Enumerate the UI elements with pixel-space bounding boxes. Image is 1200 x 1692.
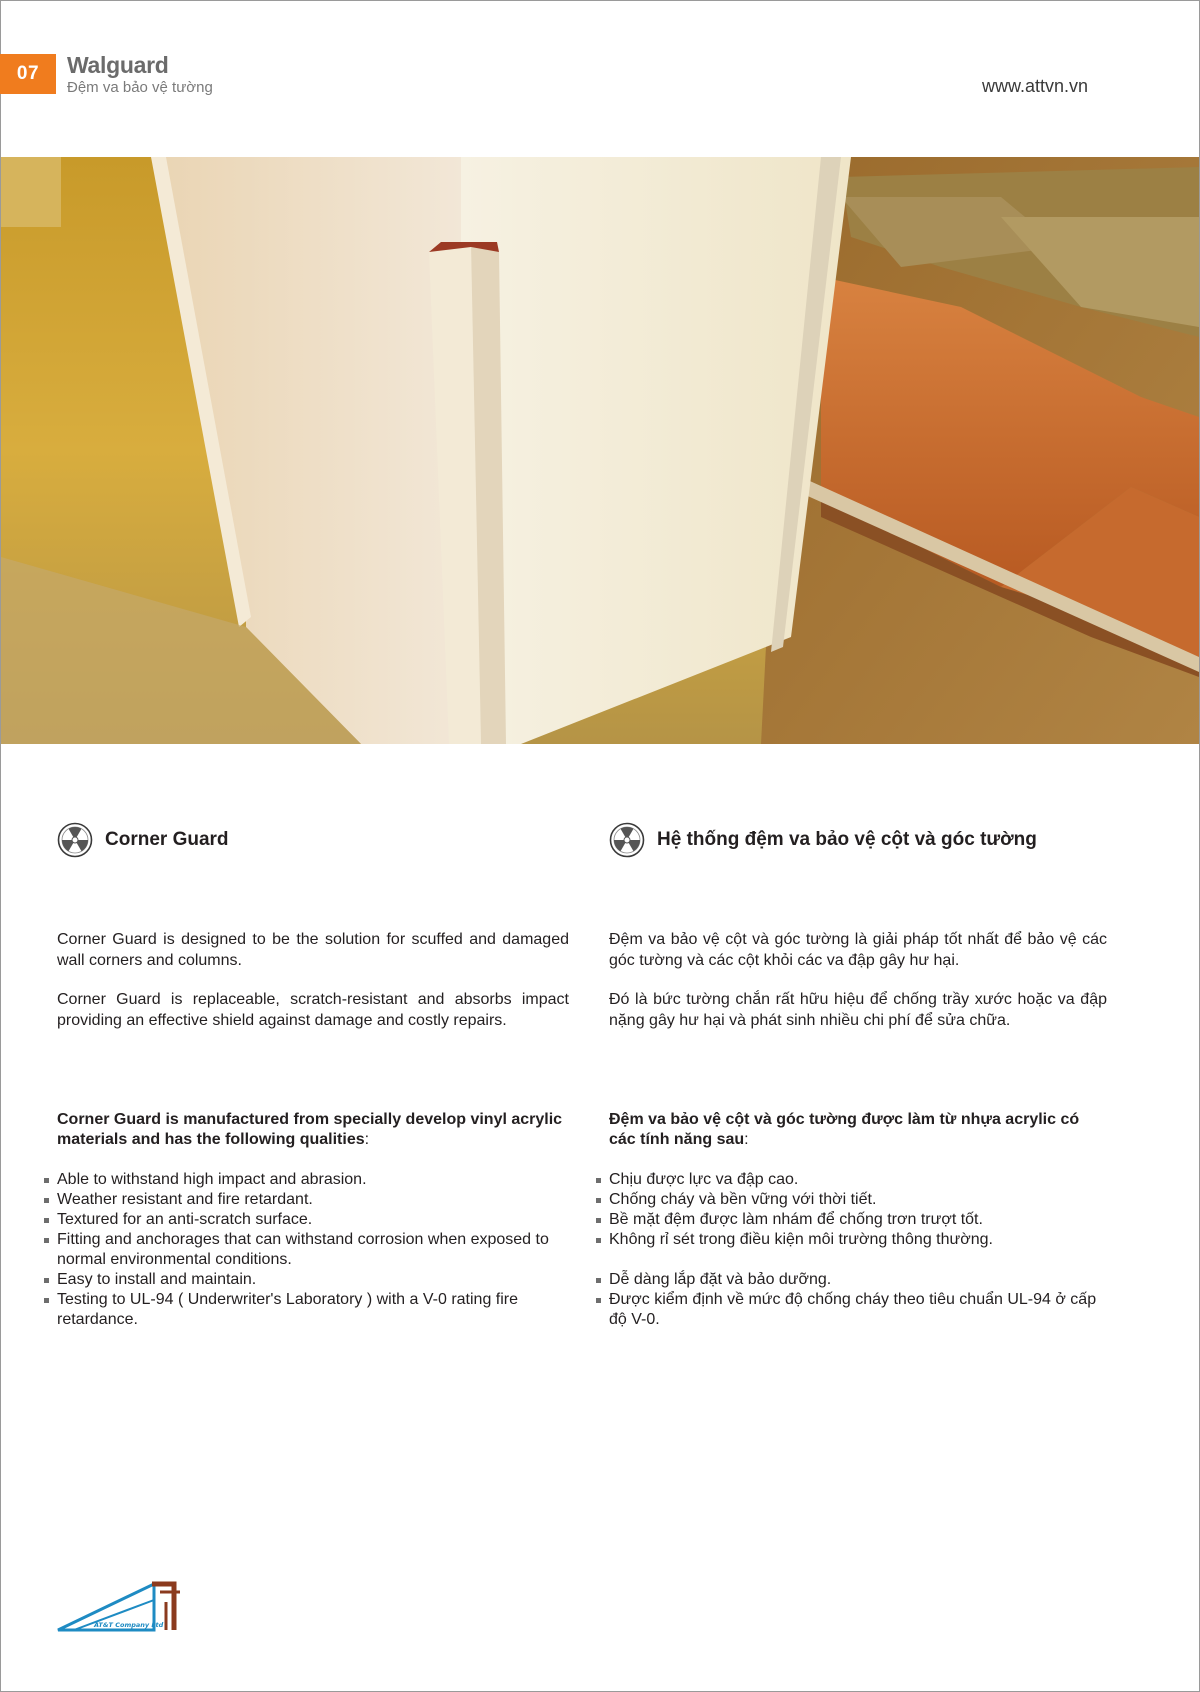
list-item-text: Testing to UL-94 ( Underwriter's Laboratory ) with a V-0 rating fire retardance. bbox=[57, 1291, 519, 1328]
bullet-icon bbox=[44, 1218, 49, 1223]
qualities-intro-text: Đệm va bảo vệ cột và góc tường được làm từ nhựa acrylic có các tính năng sau bbox=[609, 1111, 1080, 1148]
att-logo-icon bbox=[56, 1578, 192, 1634]
corner-guard-photo bbox=[1, 157, 1199, 744]
list-item bbox=[609, 1170, 1107, 1190]
qualities-intro bbox=[57, 1110, 569, 1150]
bullet-icon bbox=[596, 1238, 601, 1243]
bullet-icon bbox=[44, 1198, 49, 1203]
description-paragraph: Corner Guard is replaceable, scratch-resistant and absorbs impact providing an effective shield against damage and costly repairs. bbox=[57, 991, 569, 1029]
list-item bbox=[57, 1210, 569, 1230]
list-item-text: Được kiểm định về mức độ chống cháy theo tiêu chuẩn UL-94 ở cấp độ V-0. bbox=[609, 1291, 1097, 1328]
radiation-icon bbox=[57, 822, 93, 858]
list-item-text: Không rỉ sét trong điều kiện môi trường thông thường. bbox=[609, 1231, 993, 1248]
bullet-icon bbox=[44, 1298, 49, 1303]
document-title: Walguard bbox=[67, 52, 169, 78]
list-item bbox=[609, 1190, 1107, 1210]
bullet-icon bbox=[596, 1218, 601, 1223]
list-item bbox=[609, 1270, 1107, 1290]
vietnamese-heading: Hệ thống đệm va bảo vệ cột và góc tường bbox=[657, 829, 1037, 850]
corner-guard-heading: Corner Guard bbox=[105, 829, 229, 850]
list-item-text: Chống cháy và bền vững với thời tiết. bbox=[609, 1191, 877, 1208]
list-item bbox=[57, 1190, 569, 1210]
company-logo bbox=[56, 1578, 192, 1634]
bullet-icon bbox=[596, 1298, 601, 1303]
bullet-icon bbox=[44, 1178, 49, 1183]
list-item bbox=[57, 1230, 569, 1270]
radiation-icon bbox=[609, 822, 645, 858]
list-item-text: Able to withstand high impact and abrasion. bbox=[57, 1171, 367, 1188]
list-item-text: Textured for an anti-scratch surface. bbox=[57, 1211, 313, 1228]
list-item bbox=[609, 1230, 1107, 1250]
section-heading bbox=[57, 820, 569, 860]
list-item-text: Dễ dàng lắp đặt và bảo dưỡng. bbox=[609, 1271, 832, 1288]
list-item-text: Fitting and anchorages that can withstand corrosion when exposed to normal environmental conditions. bbox=[57, 1231, 549, 1268]
list-item bbox=[609, 1290, 1107, 1330]
website-link[interactable]: www.attvn.vn bbox=[981, 76, 1088, 96]
list-item-text: Easy to install and maintain. bbox=[57, 1271, 257, 1288]
qualities-intro bbox=[609, 1110, 1107, 1150]
list-item-text: Weather resistant and fire retardant. bbox=[57, 1191, 313, 1208]
qualities-list bbox=[57, 1170, 569, 1330]
section-heading bbox=[609, 820, 1107, 860]
bullet-icon bbox=[44, 1278, 49, 1283]
intro-paragraph: Corner Guard is designed to be the solution for scuffed and damaged wall corners and columns. bbox=[57, 931, 569, 969]
qualities-intro-colon: : bbox=[744, 1131, 749, 1148]
vietnamese-column bbox=[609, 820, 1107, 1328]
bullet-icon bbox=[44, 1238, 49, 1243]
list-item bbox=[609, 1210, 1107, 1230]
list-item-text: Chịu được lực va đập cao. bbox=[609, 1171, 799, 1188]
description-paragraph: Đó là bức tường chắn rất hữu hiệu để chống trầy xước hoặc va đập nặng gây hư hại và phát sinh nhiều chi phí để sửa chữa. bbox=[609, 991, 1107, 1029]
bullet-icon bbox=[596, 1178, 601, 1183]
list-item bbox=[57, 1290, 569, 1330]
bullet-icon bbox=[596, 1278, 601, 1283]
list-item bbox=[57, 1270, 569, 1290]
english-column bbox=[57, 820, 569, 1328]
bullet-icon bbox=[596, 1198, 601, 1203]
qualities-list bbox=[609, 1170, 1107, 1330]
list-item bbox=[57, 1170, 569, 1190]
page-number-badge: 07 bbox=[0, 54, 56, 94]
qualities-intro-text: Corner Guard is manufactured from specially develop vinyl acrylic materials and has the following qualities bbox=[57, 1111, 563, 1148]
list-item-text: Bề mặt đệm được làm nhám để chống trơn trượt tốt. bbox=[609, 1211, 983, 1228]
qualities-intro-colon: : bbox=[364, 1131, 370, 1148]
intro-paragraph: Đệm va bảo vệ cột và góc tường là giải pháp tốt nhất để bảo vệ các góc tường và các cột khỏi các va đập gây hư hại. bbox=[609, 931, 1107, 969]
document-subtitle: Đệm va bảo vệ tường bbox=[67, 79, 213, 96]
company-name: AT&T Company Ltd bbox=[94, 1621, 164, 1629]
